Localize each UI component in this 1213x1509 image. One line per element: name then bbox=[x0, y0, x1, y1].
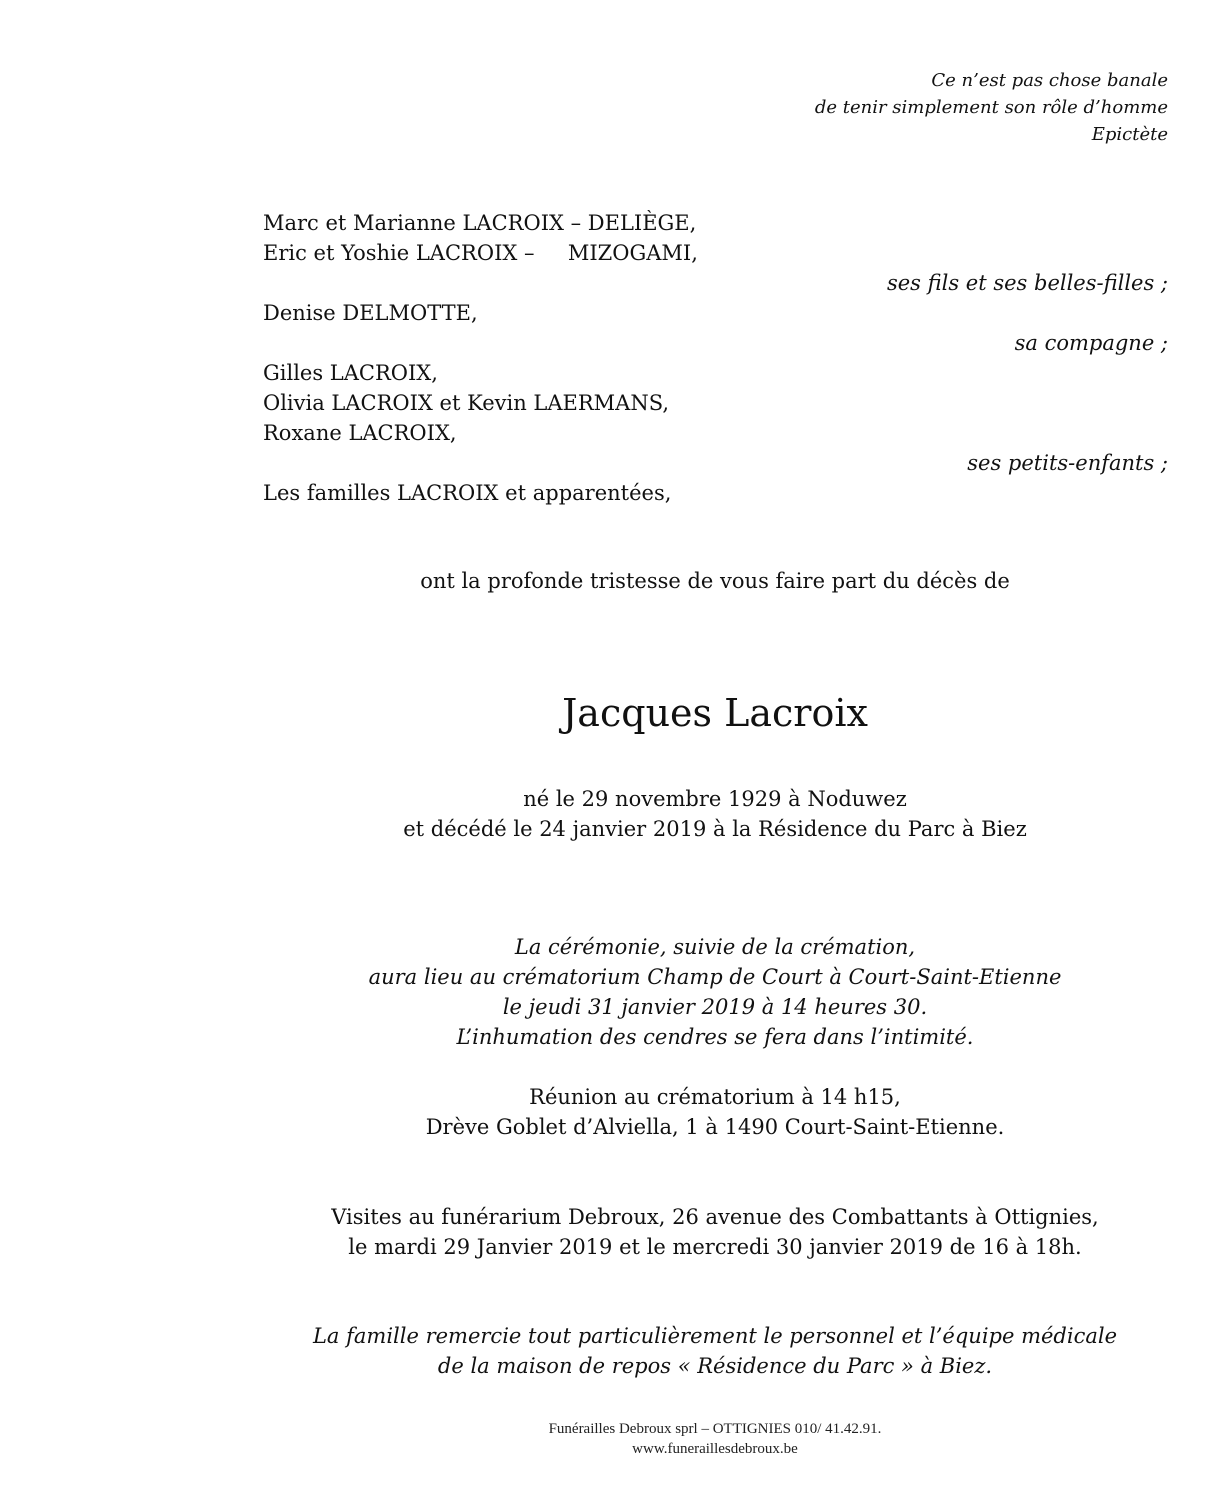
family-grandchild-1: Gilles LACROIX, bbox=[263, 361, 438, 385]
footer-company: Funérailles Debroux sprl – OTTIGNIES 010/ 41.42.91. bbox=[548, 1421, 882, 1437]
footer-website[interactable]: www.funeraillesdebroux.be bbox=[632, 1441, 798, 1457]
family-sons-1: Marc et Marianne LACROIX – DELIÈGE, bbox=[263, 211, 697, 235]
ceremony-line-4: L’inhumation des cendres se fera dans l’intimité. bbox=[456, 1025, 974, 1049]
visits-line-2: le mardi 29 Janvier 2019 et le mercredi 30 janvier 2019 de 16 à 18h. bbox=[348, 1235, 1082, 1259]
family-grandchild-2: Olivia LACROIX et Kevin LAERMANS, bbox=[263, 391, 670, 415]
family-related: Les familles LACROIX et apparentées, bbox=[263, 481, 672, 505]
family-sons-role: ses fils et ses belles-filles ; bbox=[886, 271, 1168, 295]
ceremony-line-2: aura lieu au crématorium Champ de Court à Court-Saint-Etienne bbox=[368, 965, 1062, 989]
family-companion: Denise DELMOTTE, bbox=[263, 301, 478, 325]
deceased-name: Jacques Lacroix bbox=[562, 691, 868, 735]
family-sons-2: Eric et Yoshie LACROIX – MIZOGAMI, bbox=[263, 241, 698, 265]
meeting-line-2: Drève Goblet d’Alviella, 1 à 1490 Court-Saint-Etienne. bbox=[425, 1115, 1005, 1139]
thanks-line-1: La famille remercie tout particulièrement le personnel et l’équipe médicale bbox=[312, 1324, 1118, 1348]
ceremony-date: le jeudi 31 janvier 2019 à 14 heures 30. bbox=[502, 995, 928, 1019]
deceased-born: né le 29 novembre 1929 à Noduwez bbox=[523, 787, 907, 811]
quote-line-2: de tenir simplement son rôle d’homme bbox=[814, 97, 1168, 118]
visits-line-1: Visites au funérarium Debroux, 26 avenue des Combattants à Ottignies, bbox=[331, 1205, 1099, 1229]
ceremony-line-1: La cérémonie, suivie de la crémation, bbox=[514, 935, 916, 959]
deceased-died: et décédé le 24 janvier 2019 à la Résidence du Parc à Biez bbox=[403, 817, 1027, 841]
family-grandchild-3: Roxane LACROIX, bbox=[263, 421, 457, 445]
thanks-line-2: de la maison de repos « Résidence du Parc » à Biez. bbox=[437, 1354, 993, 1378]
quote-author: Epictète bbox=[1091, 124, 1168, 145]
meeting-line-1: Réunion au crématorium à 14 h15, bbox=[529, 1085, 901, 1109]
family-grandchildren-role: ses petits-enfants ; bbox=[967, 451, 1168, 475]
announcement: ont la profonde tristesse de vous faire part du décès de bbox=[420, 569, 1010, 593]
quote-line-1: Ce n’est pas chose banale bbox=[931, 70, 1168, 91]
family-companion-role: sa compagne ; bbox=[1014, 331, 1168, 355]
